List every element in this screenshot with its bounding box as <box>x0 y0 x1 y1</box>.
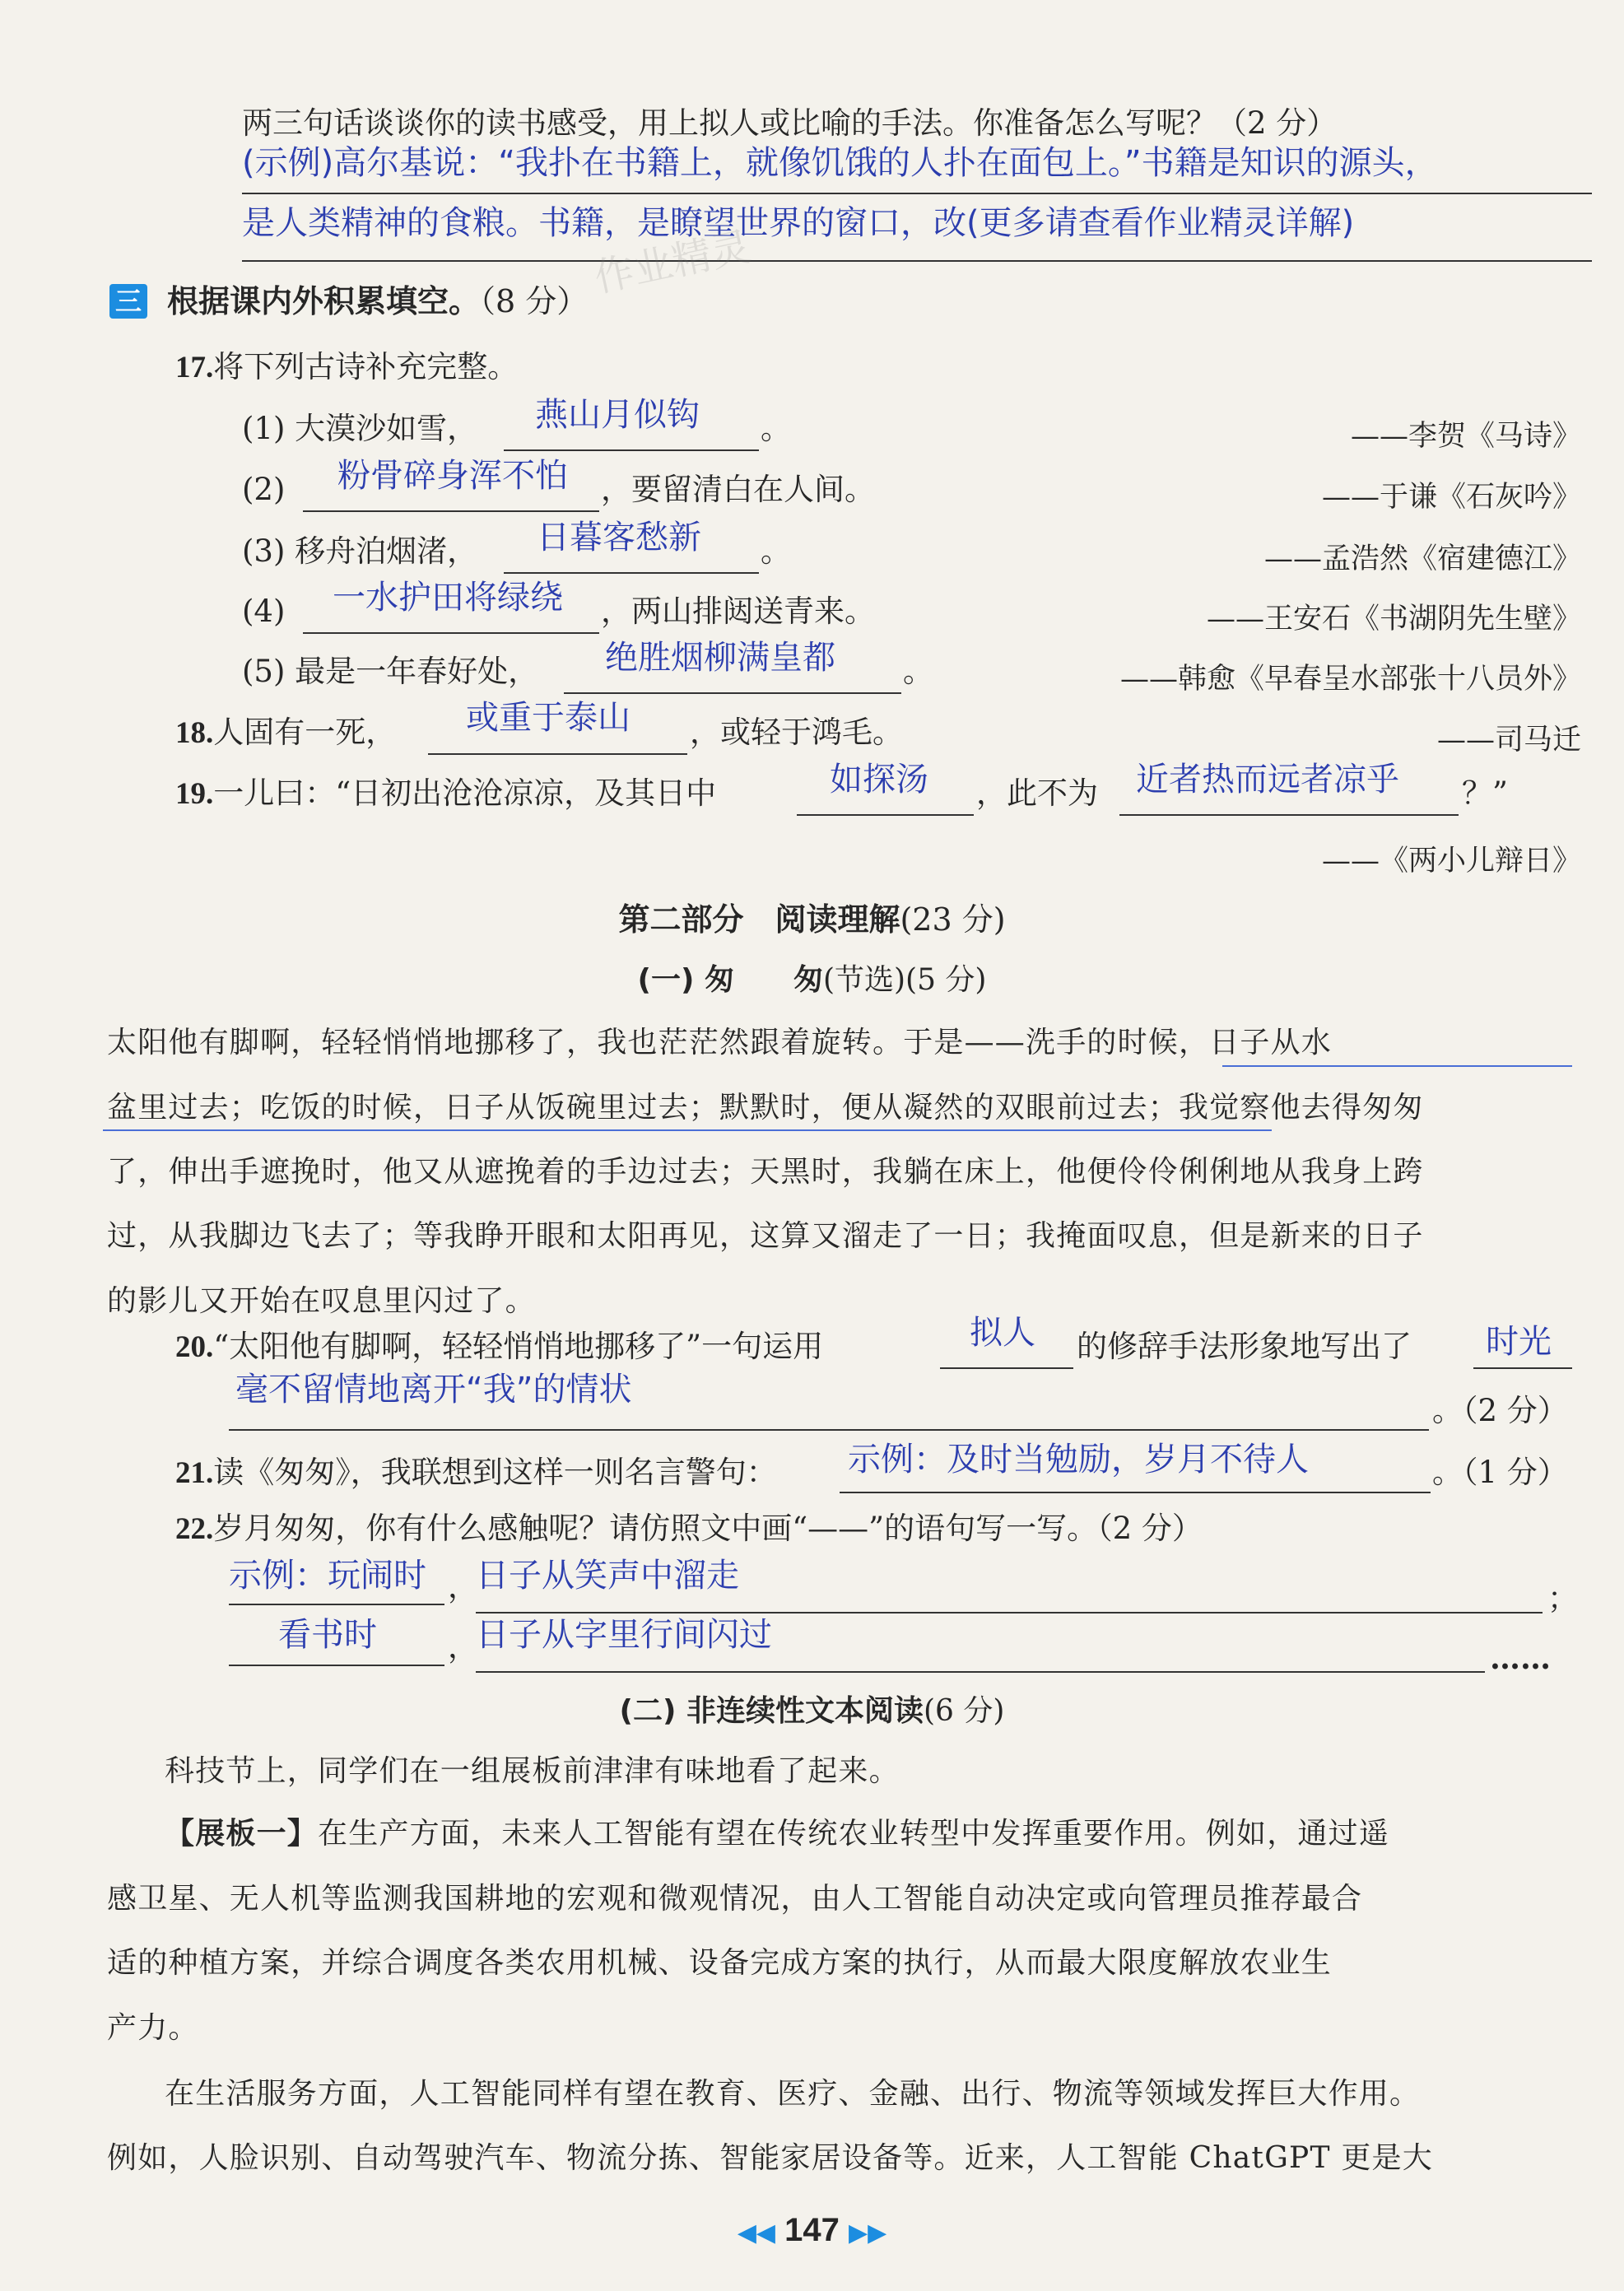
q17-item-4-end: ，两山排闼送青来。 <box>601 594 875 629</box>
passage-line: 盆里过去；吃饭的时候，日子从饭碗里过去；默默时，便从凝然的双眼前过去；我觉察他去得匆匆 <box>107 1091 1424 1125</box>
q22-answer-2b: 日子从字里行间闪过 <box>476 1616 772 1654</box>
q20-end: 。（2 分） <box>1432 1393 1568 1428</box>
reading2-intro: 科技节上，同学们在一组展板前津津有味地看了起来。 <box>165 1754 900 1788</box>
blank <box>303 632 599 634</box>
q17-answer-4: 一水护田将绿绕 <box>333 579 563 617</box>
q18-before: 18.人固有一死， <box>175 715 397 750</box>
q18-after: ，或轻于鸿毛。 <box>690 715 903 750</box>
q19-answer-1: 如探汤 <box>830 761 928 799</box>
q22-answer-2a: 看书时 <box>278 1616 377 1654</box>
answer-rule <box>242 193 1592 194</box>
board-paragraph-line: 感卫星、无人机等监测我国耕地的宏观和微观情况，由人工智能自动决定或向管理员推荐最合 <box>107 1882 1363 1916</box>
section-title: 根据课内外积累填空。（8 分） <box>167 283 589 319</box>
q20-middle: 的修辞手法形象地写出了 <box>1077 1329 1412 1364</box>
q20-answer-2b: 毫不留情地离开“我”的情状 <box>235 1371 632 1409</box>
blank <box>229 1665 444 1666</box>
q22-row2-end: …… <box>1490 1640 1551 1676</box>
part2-title: 第二部分 阅读理解(23 分) <box>618 901 1006 938</box>
q19-answer-2: 近者热而远者凉乎 <box>1136 761 1399 799</box>
q17-item-2: (2) <box>242 472 286 507</box>
board-paragraph-2: 在生活服务方面，人工智能同样有望在教育、医疗、金融、出行、物流等领域发挥巨大作用。 <box>165 2077 1421 2111</box>
q21-end: 。（1 分） <box>1432 1455 1568 1490</box>
blank <box>840 1492 1431 1493</box>
page-number: 147 <box>784 2212 840 2248</box>
intro-answer-line1: (示例)高尔基说：“我扑在书籍上，就像饥饿的人扑在面包上。”书籍是知识的源头， <box>242 144 1438 182</box>
intro-question: 两三句话谈谈你的读书感受，用上拟人或比喻的手法。你准备怎么写呢？（2 分） <box>242 105 1338 141</box>
q22-answer-1a: 示例：玩闹时 <box>229 1557 426 1595</box>
blank <box>303 510 599 512</box>
reading2-title: (二) 非连续性文本阅读(6 分) <box>619 1694 1005 1728</box>
q17-item-5: (5) 最是一年春好处， <box>242 654 539 689</box>
blank <box>940 1367 1073 1369</box>
q17-attribution-3: ——孟浩然《宿建德江》 <box>1263 542 1581 575</box>
blank <box>476 1671 1485 1673</box>
q17-item-3-end: 。 <box>761 533 791 569</box>
blank <box>504 449 759 451</box>
q20-before: 20.“太阳他有脚啊，轻轻悄悄地挪移了”一句运用 <box>175 1329 824 1364</box>
q21-before: 21.读《匆匆》，我联想到这样一则名言警句： <box>175 1455 777 1490</box>
q19-attribution: ——《两小儿辩日》 <box>1321 845 1581 878</box>
blank <box>504 572 759 574</box>
q17-answer-1: 燕山月似钩 <box>535 396 700 434</box>
q19-before: 19.一儿曰：“日初出沧沧凉凉，及其日中 <box>175 775 717 811</box>
blank <box>797 814 974 816</box>
q17-item-5-end: 。 <box>903 654 933 689</box>
passage-line: 太阳他有脚啊，轻轻悄悄地挪移了，我也茫茫然跟着旋转。于是——洗手的时候，日子从水 <box>107 1026 1333 1059</box>
page-footer <box>0 2210 1624 2254</box>
blank <box>564 692 901 694</box>
blank <box>428 753 687 755</box>
q17-attribution-5: ——韩愈《早春呈水部张十八员外》 <box>1119 663 1581 696</box>
q21-answer: 示例：及时当勉励，岁月不待人 <box>848 1441 1309 1478</box>
q22-row1-end: ； <box>1547 1581 1578 1616</box>
board-paragraph-1: 【展板一】在生产方面，未来人工智能有望在传统农业转型中发挥重要作用。例如，通过遥 <box>165 1817 1390 1851</box>
q22-prompt: 22.岁月匆匆，你有什么感触呢？请仿照文中画“——”的语句写一写。（2 分） <box>175 1511 1203 1546</box>
q17-prompt: 17.将下列古诗补充完整。 <box>175 349 519 384</box>
q17-answer-3: 日暮客愁新 <box>537 519 701 556</box>
passage-line: 了，伸出手遮挽时，他又从遮挽着的手边过去；天黑时，我躺在床上，他便伶伶俐俐地从我身上跨 <box>107 1155 1424 1189</box>
comma: ， <box>448 1569 478 1604</box>
answer-rule <box>242 260 1592 262</box>
q22-answer-1b: 日子从笑声中溜走 <box>476 1557 739 1595</box>
q19-middle: ，此不为 <box>976 775 1098 811</box>
q20-answer-2a: 时光 <box>1486 1323 1552 1361</box>
prev-arrow-icon: ◀◀ <box>737 2219 775 2247</box>
comma: ， <box>448 1629 478 1665</box>
q17-attribution-4: ——王安石《书湖阴先生壁》 <box>1206 603 1581 636</box>
q20-answer-1: 拟人 <box>970 1314 1035 1352</box>
board-paragraph-line: 例如，人脸识别、自动驾驶汽车、物流分拣、智能家居设备等。近来，人工智能 ChatGPT 更是大 <box>107 2141 1433 2175</box>
board-paragraph-line: 产力。 <box>107 2011 199 2045</box>
blank <box>229 1429 1429 1431</box>
watermark: 作业精灵 <box>590 223 755 302</box>
q18-answer: 或重于泰山 <box>466 699 631 737</box>
intro-answer-line2: 是人类精神的食粮。书籍，是瞭望世界的窗口，改(更多请查看作业精灵详解) <box>242 204 1355 242</box>
q17-answer-5: 绝胜烟柳满皇都 <box>605 639 835 677</box>
q17-item-1-end: 。 <box>761 411 791 446</box>
q17-item-3: (3) 移舟泊烟渚， <box>242 533 478 569</box>
board-paragraph-line: 适的种植方案，并综合调度各类农用机械、设备完成方案的执行，从而最大限度解放农业生 <box>107 1946 1333 1980</box>
q17-answer-2: 粉骨碎身浑不怕 <box>337 457 568 495</box>
blank <box>1119 814 1459 816</box>
passage-underline <box>1222 1065 1572 1067</box>
passage-underline <box>103 1129 1272 1131</box>
section-number-icon: 三 <box>109 284 147 319</box>
passage-line: 的影儿又开始在叹息里闪过了。 <box>107 1284 536 1318</box>
passage-line: 过，从我脚边飞去了；等我睁开眼和太阳再见，这算又溜走了一日；我掩面叹息，但是新来的日子 <box>107 1219 1424 1253</box>
q17-item-2-end: ，要留清白在人间。 <box>601 472 875 507</box>
q17-item-1: (1) 大漠沙如雪， <box>242 411 478 446</box>
q19-after: ？” <box>1462 775 1508 811</box>
blank <box>229 1604 444 1605</box>
q17-attribution-2: ——于谦《石灰吟》 <box>1321 481 1581 514</box>
next-arrow-icon: ▶▶ <box>849 2219 887 2247</box>
q17-attribution-1: ——李贺《马诗》 <box>1350 420 1581 453</box>
q18-attribution: ——司马迁 <box>1436 724 1581 757</box>
blank <box>1473 1367 1572 1369</box>
q17-item-4: (4) <box>242 594 286 629</box>
reading1-title: (一) 匆 匆(节选)(5 分) <box>637 963 987 997</box>
